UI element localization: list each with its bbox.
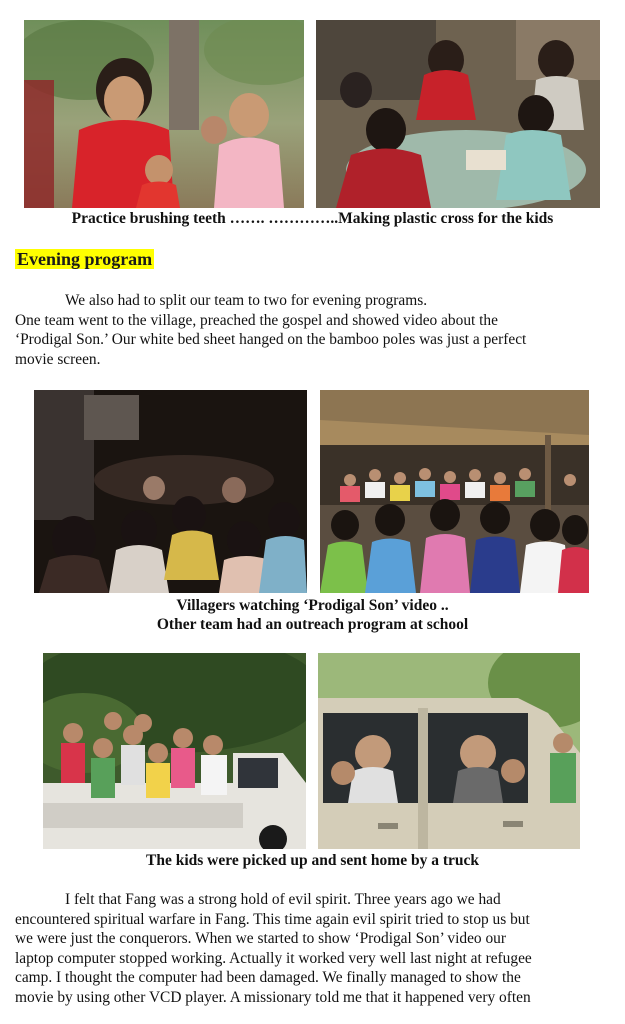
intro-paragraph xyxy=(15,291,613,369)
row2-caption-line2: Other team had an outreach program at school xyxy=(156,616,469,633)
intro-line: movie screen. xyxy=(15,350,101,368)
intro-line: One team went to the village, preached the gospel and showed video about the xyxy=(15,311,498,329)
body-line: we were just the conquerors. When we started to show ‘Prodigal Son’ video our xyxy=(15,930,506,947)
photo-kids-in-truck-bed xyxy=(43,653,306,849)
photo-truck-cab xyxy=(318,653,580,849)
body-paragraph xyxy=(15,890,613,1007)
photo-making-plastic-cross xyxy=(316,20,600,208)
body-line: I felt that Fang was a strong hold of evil spirit. Three years ago we had xyxy=(65,891,501,908)
photo-brushing-teeth xyxy=(24,20,304,208)
body-line: movie by using other VCD player. A missionary told me that it happened very often xyxy=(15,988,531,1006)
photo-villagers-watching-video xyxy=(34,390,307,593)
row3-caption: The kids were picked up and sent home by a truck xyxy=(145,852,479,869)
section-heading-text: Evening program xyxy=(17,249,153,269)
row2-caption-line1: Villagers watching ‘Prodigal Son’ video .. xyxy=(176,597,449,614)
body-line: camp. I thought the computer had been damaged. We finally managed to show the xyxy=(15,969,521,986)
body-line: encountered spiritual warfare in Fang. This time again evil spirit tried to stop us but xyxy=(15,910,530,928)
body-line: laptop computer stopped working. Actually it worked very well last night at refugee xyxy=(15,949,532,967)
row1-caption: Practice brushing teeth ……. …………..Making plastic cross for the kids xyxy=(71,210,554,227)
section-heading xyxy=(15,248,154,270)
photo-school-outreach xyxy=(320,390,589,593)
intro-line: We also had to split our team to two for evening programs. xyxy=(65,292,428,309)
intro-line: ‘Prodigal Son.’ Our white bed sheet hanged on the bamboo poles was just a perfect xyxy=(15,331,527,348)
